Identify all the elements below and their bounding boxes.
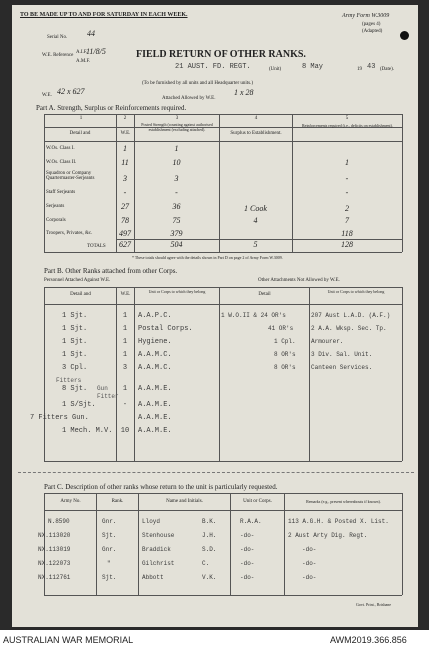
- part-a-we: 11: [121, 158, 129, 167]
- total-we: 627: [119, 240, 131, 249]
- part-a-colnum: 2: [123, 116, 127, 121]
- total-surplus: 5: [253, 240, 258, 249]
- part-b-right-detail: 8 OR's: [274, 364, 296, 371]
- aif-label: A.I.F.: [76, 50, 88, 55]
- part-b-detail: 7 Fitters Gun.: [30, 414, 89, 422]
- part-b-we: 1: [122, 325, 128, 333]
- part-a-we: 1: [123, 144, 127, 153]
- part-a-surplus: 1 Cook: [244, 204, 267, 213]
- part-a-title: Part A. Strength, Surplus or Reinforcements required.: [36, 104, 187, 112]
- part-b-we: 10: [120, 427, 130, 435]
- part-b-right-unit: Armourer.: [311, 338, 344, 345]
- part-c-rank: Sjt.: [102, 574, 117, 581]
- part-a-header-posted: Posted Strength (counting against authorised establishment (excluding attached).: [141, 122, 213, 132]
- pages-note: (pages 4): [362, 22, 381, 27]
- part-a-reinf: 118: [341, 229, 353, 238]
- part-c-remarks: -do-: [302, 574, 317, 581]
- part-b-note: Fitters: [56, 377, 82, 384]
- part-c-remarks: 2 Aust Arty Dig. Regt.: [288, 532, 368, 539]
- part-a-detail: Squadron or Company Quartermaster-Serjeants: [46, 171, 95, 181]
- year-value: 43: [367, 63, 376, 71]
- part-b-we: 1: [122, 351, 128, 359]
- year-prefix: 19: [357, 67, 362, 72]
- part-c-header-unit: Unit or Corps.: [243, 499, 272, 504]
- part-c-rank: ": [107, 560, 111, 567]
- part-c-header-remarks: Remarks (e.g., present whereabouts if known).: [306, 499, 381, 504]
- part-c-army-no: NX.113020: [38, 532, 71, 539]
- part-a-we: 27: [121, 202, 129, 211]
- part-b-right-detail: 41 OR's: [268, 325, 294, 332]
- form-title: FIELD RETURN OF OTHER RANKS.: [136, 49, 306, 60]
- part-b-detail: 1 Sjt.: [62, 312, 88, 320]
- part-b-header-detail-right: Detail: [258, 292, 271, 297]
- part-b-right-unit: 3 Div. Sal. Unit.: [311, 351, 373, 358]
- part-b-note: Gun: [97, 385, 108, 392]
- part-a-posted: -: [175, 188, 178, 197]
- caption-left: AUSTRALIAN WAR MEMORIAL: [3, 635, 134, 645]
- part-c-unit: -do-: [240, 532, 255, 539]
- part-c-header-rank: Rank.: [111, 499, 124, 504]
- part-c-name: Gilchrist: [142, 560, 175, 567]
- part-b-detail: 1 Mech. M.V.: [62, 427, 113, 435]
- part-a-header-we: W.E.: [120, 131, 131, 136]
- part-b-right-detail: 1 W.O.II & 24 OR's: [221, 312, 286, 319]
- part-c-name: Stenhouse: [142, 532, 175, 539]
- part-b-note: Fitter: [97, 393, 119, 400]
- part-a-posted: 10: [172, 158, 181, 167]
- part-c-name: Abbott: [142, 574, 164, 581]
- part-a-posted: 1: [174, 144, 179, 153]
- part-b-right-detail: 1 Cpl.: [274, 338, 296, 345]
- part-b-header-unit-right: Unit or Corps to which they belong: [327, 289, 385, 294]
- part-c-rank: Gnr.: [102, 518, 117, 525]
- part-a-surplus: 4: [253, 216, 258, 225]
- part-b-right-unit: 207 Aust L.A.D. (A.F.): [311, 312, 391, 319]
- part-a-detail: Troopers, Privates, &c.: [46, 231, 93, 236]
- part-b-unit: Postal Corps.: [138, 325, 193, 333]
- we-value: 42 x 627: [57, 87, 85, 96]
- part-a-posted: 3: [174, 174, 179, 183]
- part-b-we: 1: [122, 312, 128, 320]
- top-note: TO BE MADE UP TO AND FOR SATURDAY IN EACH WEEK.: [20, 12, 188, 18]
- part-c-rank: Sjt.: [102, 532, 117, 539]
- part-c-initials: V.K.: [202, 574, 217, 581]
- part-c-army-no: NX.112761: [38, 574, 71, 581]
- part-b-unit: A.A.P.C.: [138, 312, 172, 320]
- total-reinf: 128: [341, 240, 353, 249]
- serial-value: 44: [87, 29, 95, 38]
- part-c-initials: B.K.: [202, 518, 217, 525]
- we-reference-label: W.E. Reference: [42, 53, 74, 58]
- part-b-title: Part B. Other Ranks attached from other Corps.: [44, 267, 178, 275]
- printer-imprint: Govt. Print., Brisbane: [356, 602, 391, 607]
- part-a-we: -: [123, 188, 127, 197]
- part-c-unit: -do-: [240, 546, 255, 553]
- part-c-initials: C.: [202, 560, 210, 567]
- serial-label: Serial No.: [47, 35, 68, 40]
- caption-right: AWM2019.366.856: [330, 635, 407, 645]
- part-c-remarks: 113 A.G.H. & Posted X. List.: [288, 518, 389, 525]
- part-a-we: 78: [121, 216, 129, 225]
- part-b-unit: A.A.M.C.: [138, 364, 172, 372]
- part-b-unit: Hygiene.: [138, 338, 172, 346]
- part-c-header-army-no: Army No.: [60, 499, 81, 504]
- part-a-reinf: 2: [345, 204, 349, 213]
- part-c-initials: S.D.: [202, 546, 217, 553]
- part-c-name: Braddick: [142, 546, 171, 553]
- part-b-right-detail: 8 OR's: [274, 351, 296, 358]
- part-a-posted: 36: [172, 202, 181, 211]
- part-c-army-no: N.8590: [48, 518, 70, 525]
- part-b-left-subtitle: Personnel Attached Against W.E.: [44, 278, 111, 283]
- part-a-header-reinforcements: Reinforcements required (i.e., deficits on establishment).: [302, 123, 393, 128]
- form-paper: [12, 5, 418, 627]
- part-b-detail: 3 Cpl.: [62, 364, 88, 372]
- attached-allowed-value: 1 x 28: [234, 88, 254, 97]
- part-c-unit: R.A.A.: [240, 518, 262, 525]
- part-a-reinf: 7: [345, 216, 349, 225]
- part-b-header-we: W.E.: [120, 292, 131, 297]
- part-a-colnum: 3: [175, 116, 179, 121]
- part-a-detail: Staff Serjeants: [46, 190, 76, 195]
- part-c-army-no: NX.113019: [38, 546, 71, 553]
- furnish-note: (To be furnished by all units and all Headquarter units.): [142, 81, 254, 86]
- part-b-unit: A.A.M.E.: [138, 427, 172, 435]
- part-b-we: 1: [122, 385, 128, 393]
- totals-label: TOTALS: [87, 244, 106, 249]
- part-b-unit: A.A.M.E.: [138, 385, 172, 393]
- part-b-detail: 1 S/Sjt.: [62, 401, 96, 409]
- part-a-we: 3: [123, 174, 127, 183]
- part-b-we: 3: [122, 364, 128, 372]
- part-a-colnum: 5: [345, 116, 349, 121]
- part-b-detail: 1 Sjt.: [62, 325, 88, 333]
- part-a-colnum: 4: [254, 116, 258, 121]
- part-c-name: Lloyd: [142, 518, 161, 525]
- army-form-number: Army Form W.3009: [342, 13, 390, 19]
- part-a-we: 497: [119, 229, 131, 238]
- part-c-remarks: -do-: [302, 560, 317, 567]
- part-b-right-subtitle: Other Attachments Not Allowed by W.E.: [258, 278, 340, 283]
- part-a-header-surplus: Surplus to Establishment.: [230, 131, 282, 136]
- part-c-remarks: -do-: [302, 546, 317, 553]
- date-label: (Date).: [380, 67, 395, 72]
- amf-label: A.M.F.: [76, 59, 91, 64]
- we-label: W.E.: [42, 93, 52, 98]
- part-a-reinf: 1: [345, 158, 349, 167]
- unit-label: (Unit): [269, 67, 282, 72]
- part-a-header-detail: Detail and: [69, 131, 91, 136]
- part-a-posted: 379: [170, 229, 183, 238]
- part-a-colnum: 1: [79, 116, 83, 121]
- part-b-header-detail: Detail and: [70, 292, 91, 297]
- part-b-unit: A.A.M.C.: [138, 351, 172, 359]
- adapted-note: (Adapted): [362, 29, 383, 34]
- part-a-detail: Corporals: [46, 218, 66, 223]
- part-c-header-name: Name and Initials.: [166, 499, 203, 504]
- attached-allowed-label: Attached Allowed by W.E.: [162, 96, 216, 101]
- we-reference-value: 11/8/5: [86, 47, 106, 56]
- punch-hole: [400, 31, 409, 40]
- part-b-detail: 1 Sjt.: [62, 338, 88, 346]
- part-b-detail: 8 Sjt.: [62, 385, 88, 393]
- part-b-unit: A.A.M.E.: [138, 414, 172, 422]
- part-b-we: 1: [122, 338, 128, 346]
- part-c-unit: -do-: [240, 574, 255, 581]
- part-c-unit: -do-: [240, 560, 255, 567]
- part-a-reinf: -: [345, 188, 349, 197]
- part-a-reinf: -: [345, 174, 349, 183]
- part-c-army-no: NX.122073: [38, 560, 71, 567]
- part-b-right-unit: 2 A.A. Wksp. Sec. Tp.: [311, 325, 387, 332]
- part-c-title: Part C. Description of other ranks whose return to the unit is particularly requested.: [44, 483, 278, 491]
- part-a-detail: W.Os. Class II.: [46, 160, 77, 165]
- part-b-detail: 1 Sjt.: [62, 351, 88, 359]
- total-posted: 504: [170, 240, 183, 249]
- part-b-header-unit: Unit or Corps to which they belong: [148, 289, 206, 294]
- unit-value: 21 AUST. FD. REGT.: [175, 63, 251, 71]
- part-b-unit: A.A.M.E.: [138, 401, 172, 409]
- part-b-we: -: [122, 401, 128, 409]
- part-c-rank: Gnr.: [102, 546, 117, 553]
- part-a-posted: 75: [172, 216, 181, 225]
- date-value: 8 May: [302, 63, 324, 71]
- perforation-line: [18, 472, 414, 473]
- part-a-detail: W.Os. Class I.: [46, 146, 75, 151]
- part-c-initials: J.H.: [202, 532, 217, 539]
- part-b-right-unit: Canteen Services.: [311, 364, 373, 371]
- part-a-detail: Serjeants: [46, 204, 65, 209]
- part-a-footnote: * These totals should agree with the details shown in Part D on page 2 of Army Form W.3009.: [132, 255, 283, 260]
